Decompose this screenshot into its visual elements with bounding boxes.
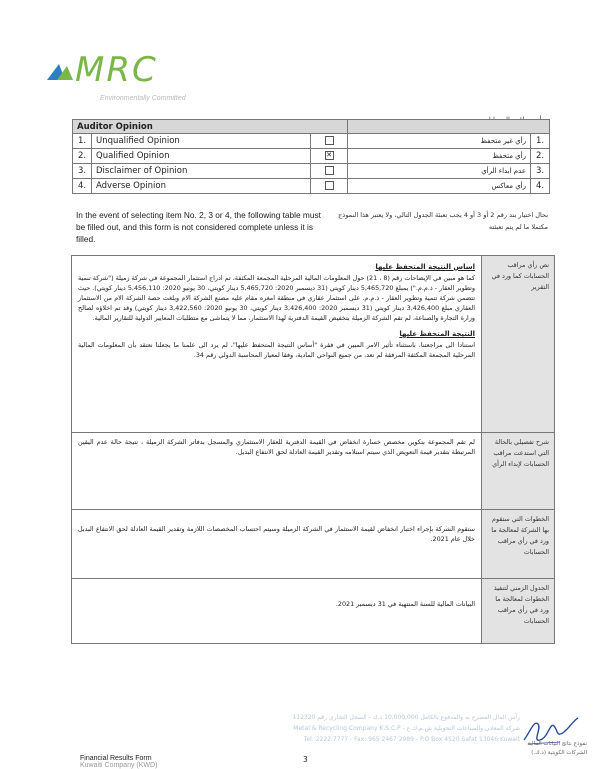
row-label: شرح تفصيلي بالحالة التي استدعت مراقب الحسابات لإبداء الرأي (482, 433, 555, 510)
details-row (72, 579, 555, 644)
opinion-row (73, 179, 550, 194)
logo-text: MRC (75, 50, 158, 90)
opinion-checkbox[interactable] (311, 149, 348, 164)
footer-form-label (80, 755, 157, 769)
footer-right-line: نموذج نتائج البيانات المالية (527, 741, 587, 747)
auditor-opinion-table (72, 119, 550, 194)
timeline-cell (72, 579, 482, 644)
opinion-header-row (73, 120, 550, 134)
opinion-label-ar: رأي غير متحفظ (348, 134, 531, 149)
section-text: ستقوم الشركة بإجراء اختبار انخفاض لقيمة الاستثمار في الشركة الزميلة وسيتم احتساب المخصصات اللازمة وتقدير القيمة العادلة لحق الانتفاع البديل خلال عام 2021. (78, 525, 475, 543)
details-row (72, 256, 555, 433)
opinion-label-en: Disclaimer of Opinion (92, 164, 311, 179)
instruction-note-ar: بحال اختيار بند رقم 2 أو 3 أو 4 يجب تعبئة الجدول التالي، ولا يعتبر هذا النموذج مكتملا ما لم يتم تعبئته (338, 211, 548, 231)
footer-line: Tel: 2222 7777 - Fax: 965 2467 2989 - P.O Box 4520 Safat 13046 Kuwait (303, 736, 520, 743)
opinion-num: 3. (73, 164, 92, 179)
opinion-row (73, 149, 550, 164)
instruction-note-en: In the event of selecting item No. 2, 3 or 4, the following table must be filled out, and this form is not considered complete unless it is filled. (76, 210, 321, 244)
opinion-num-ar: 3. (531, 164, 550, 179)
opinion-num-ar: 1. (531, 134, 550, 149)
footer-line: رأس المال المصرح به والمدفوع بالكامل 10,000,000 د.ك - السجل التجاري رقم 112320 (292, 714, 520, 721)
row-label: نص رأي مراقب الحسابات كما ورد في التقرير (482, 256, 555, 433)
opinion-text-cell (72, 256, 482, 433)
opinion-checkbox[interactable] (311, 164, 348, 179)
footer-right-label (527, 740, 587, 758)
section-text: لم تقم المجموعة بتكوين مخصص خسارة انخفاض في القيمة الدفترية للعقار الاستثماري والمسجل بدفاتر الشركة الزميلة ، نتيجة حالة عدم اليقين المرتبطة بتقدير قيمة التعويض الذي سيتم استلامه وتقدير القيمة العادلة لحق الانتفاع البديل. (78, 438, 475, 456)
opinion-num-ar: 2. (531, 149, 550, 164)
checkbox-unchecked-icon (325, 181, 334, 190)
opinion-row (73, 134, 550, 149)
opinion-label-ar: عدم ابداء الرأي (348, 164, 531, 179)
opinion-checkbox[interactable] (311, 134, 348, 149)
row-label: الخطوات التي ستقوم بها الشركة لمعالجة ما ورد في رأي مراقب الحسابات (482, 510, 555, 579)
opinion-label-ar: رأي معاكس (348, 179, 531, 194)
opinion-header-en: Auditor Opinion (73, 120, 348, 134)
details-row (72, 510, 555, 579)
steps-cell (72, 510, 482, 579)
opinion-label-en: Qualified Opinion (92, 149, 311, 164)
footer-company-info (230, 712, 520, 745)
opinion-num-ar: 4. (531, 179, 550, 194)
opinion-num: 2. (73, 149, 92, 164)
section-heading: النتيجة المتحفظ عليها (399, 330, 475, 338)
opinion-checkbox[interactable] (311, 179, 348, 194)
opinion-row (73, 164, 550, 179)
section-heading: اساس النتيجة المتحفظ عليها (375, 263, 475, 271)
section-text: كما هو مبين في الإيضاحات رقم (8 ، 21) حول المعلومات المالية المرحلية المجمعة المكثفة، تم ادراج استثمار المجموعة في شركة زميلة ("شركة تنمية وتطوير العقار - ذ.م.م.") بمبلغ 5,465,720 دينار كويتي (31 ديسمبر 2020: 5,465,720 دينار كويتي، 30 يونيو 2020: 5,456,110 دينار كويتي). حيث تتضمن شركة تنمية وتطوير العقار - ذ.م.م. على استثمار عقاري في منطقة امغره مقام عليه مصنع الشركة الام وبلغت حصة الشركة الام من الاستثمار العقاري مبلغ 3,426,400 دينار كويتي (31 ديسمبر 2020: 3,426,400 دينار كويتي، 30 يونيو 2020: 3,422,560 دينار كويتي) وقد تم اخلاؤه لصالح وزارة التجارة والصناعة، لم تقم الشركة الزميلة بتخفيض القيمة الدفترية لهذا الاستثمار، مما لا يتماشى مع متطلبات المعايير الدولية للتقارير المالية. (78, 274, 475, 322)
mrc-logo (45, 50, 215, 100)
logo-tagline: Environmentally Committed (100, 95, 186, 102)
form-subtitle: Kuwaiti Company (KWD) (80, 762, 158, 769)
opinion-num: 1. (73, 134, 92, 149)
opinion-num: 4. (73, 179, 92, 194)
checkbox-checked-icon: ✕ (326, 151, 332, 159)
explanation-cell (72, 433, 482, 510)
opinion-label-ar: رأي متحفظ (348, 149, 531, 164)
opinion-details-table (71, 255, 555, 644)
details-row (72, 433, 555, 510)
page-number: 3 (303, 755, 308, 764)
form-title: Financial Results Form (80, 755, 152, 762)
footer-right-line: الشركات الكويتية (د.ك.) (531, 750, 587, 756)
footer-line: شركة المعادن والصناعات التحويلية ش.م.ك.ع - Metal & Recycling Company K.S.C.P (293, 725, 520, 732)
opinion-label-en: Unqualified Opinion (92, 134, 311, 149)
checkbox-unchecked-icon (325, 136, 334, 145)
section-text: استنادا الى مراجعتنا، باستثناء تأثير الامر المبين في فقرة "أساس النتيجة المتحفظ عليها"، لم يرد الى علمنا ما يجعلنا نعتقد بأن المعلومات المالية المرحلية المجمعة المكثفة المرفقة لم تعد، من جميع النواحي المادية، وفقا لمعيار المحاسبة الدولي رقم 34. (78, 341, 475, 359)
row-label: الجدول الزمني لتنفيذ الخطوات لمعالجة ما ورد في رأي مراقب الحسابات (482, 579, 555, 644)
opinion-label-en: Adverse Opinion (92, 179, 311, 194)
section-text: البيانات المالية للسنة المنتهية في 31 ديسمبر 2021. (335, 600, 475, 608)
checkbox-unchecked-icon (325, 166, 334, 175)
